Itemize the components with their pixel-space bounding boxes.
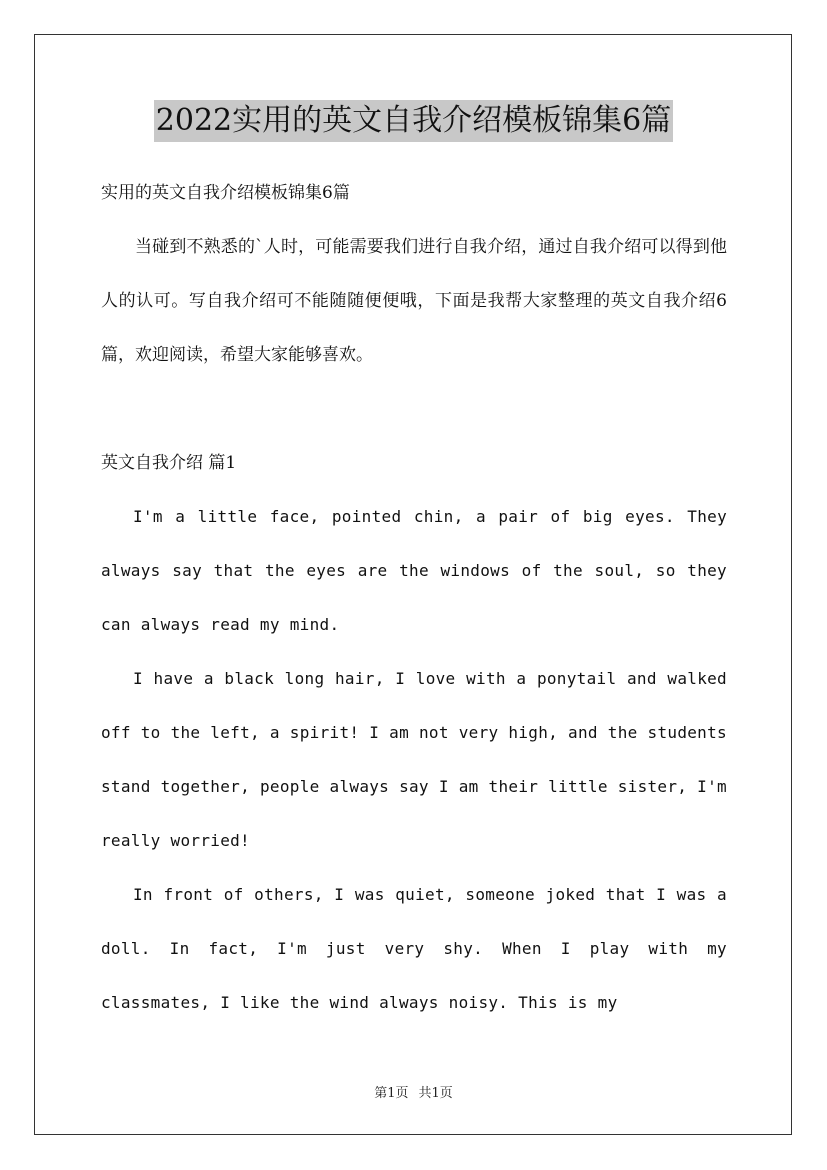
body-paragraph-2: I have a black long hair, I love with a ponytail and walked off to the left, a spirit! I am not very high, and the students stand together, people always say I am their little sister, I'm really worried! xyxy=(101,669,727,850)
page-total: 共1页 xyxy=(418,1086,453,1101)
body-paragraph-3: In front of others, I was quiet, someone joked that I was a doll. In fact, I'm just very shy. When I play with my classmates, I like the wind always noisy. This is my xyxy=(101,885,727,1012)
body-paragraph-1: I'm a little face, pointed chin, a pair of big eyes. They always say that the eyes are the windows of the soul, so they can always read my mind. xyxy=(101,507,727,634)
document-title: 2022实用的英文自我介绍模板锦集6篇 xyxy=(154,100,673,142)
title-wrap xyxy=(0,100,827,142)
document-body xyxy=(101,166,727,1030)
page-number: 第1页 xyxy=(374,1086,409,1101)
subtitle: 实用的英文自我介绍模板锦集6篇 xyxy=(101,183,350,203)
section-spacer xyxy=(101,382,727,436)
section-heading: 英文自我介绍 篇1 xyxy=(101,453,237,473)
intro-paragraph: 当碰到不熟悉的`人时，可能需要我们进行自我介绍，通过自我介绍可以得到他人的认可。写自我介绍可不能随随便便哦，下面是我帮大家整理的英文自我介绍6篇，欢迎阅读，希望大家能够喜欢。 xyxy=(101,237,727,365)
page-footer xyxy=(0,1082,827,1101)
